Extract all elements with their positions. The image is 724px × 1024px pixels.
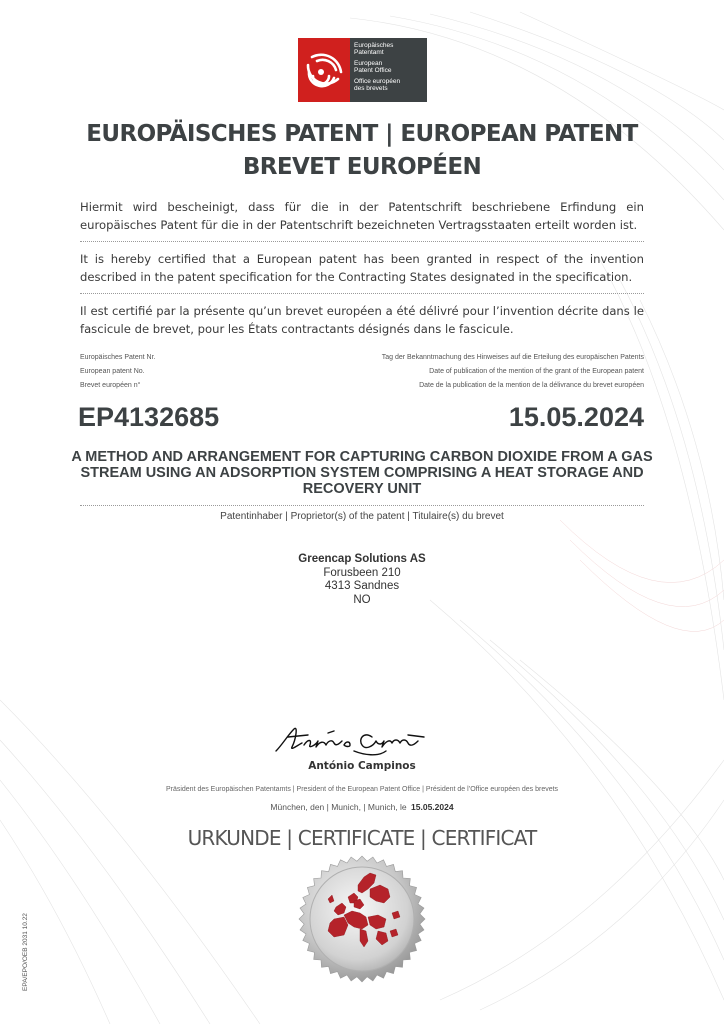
patent-number-label-de: Europäisches Patent Nr. <box>80 354 156 361</box>
place-and-date <box>0 802 724 812</box>
divider <box>80 505 644 506</box>
divider <box>80 293 644 294</box>
proprietor-city: 4313 Sandnes <box>324 580 400 592</box>
epo-wave-logo-icon <box>298 38 350 102</box>
epo-logo <box>298 38 427 102</box>
date-label-fr: Date de la publication de la mention de la délivrance du brevet européen <box>419 382 644 389</box>
document-title-line-1: EUROPÄISCHES PATENT | EUROPEAN PATENT <box>86 121 638 147</box>
patent-number: EP4132685 <box>78 402 220 432</box>
date-label-de: Tag der Bekanntmachung des Hinweises auf die Erteilung des europäischen Patents <box>381 354 644 361</box>
proprietor-name: Greencap Solutions AS <box>298 553 426 565</box>
patent-number-label-fr: Brevet européen n° <box>80 382 141 389</box>
publication-date: 15.05.2024 <box>508 402 644 432</box>
certificate-heading: URKUNDE | CERTIFICATE | CERTIFICAT <box>187 826 537 850</box>
patent-number-label-en: European patent No. <box>80 368 145 375</box>
proprietor-address <box>0 553 724 607</box>
logo-line: Europäisches <box>354 42 394 49</box>
place-label: München, den | Munich, | Munich, le <box>270 802 407 812</box>
proprietor-country: NO <box>353 593 371 606</box>
certification-text-fr: Il est certifié par la présente qu’un brevet européen a été délivré pour l’invention décrite dans le fascicule de brevet, pour les États contractants désignés dans le fascicule. <box>80 304 644 336</box>
issue-date: 15.05.2024 <box>411 802 454 812</box>
date-label-en: Date of publication of the mention of the grant of the European patent <box>429 368 644 375</box>
divider <box>80 241 644 242</box>
logo-line: Patent Office <box>354 67 392 75</box>
proprietor-street: Forusbeen 210 <box>323 566 401 579</box>
epo-logo-text <box>350 38 427 102</box>
publication-date-labels <box>382 351 644 393</box>
logo-line: Patentamt <box>354 49 384 57</box>
proprietor-label: Patentinhaber | Proprietor(s) of the patent | Titulaire(s) du brevet <box>220 511 504 522</box>
president-signature <box>268 715 458 759</box>
document-title-line-2: BREVET EUROPÉEN <box>242 154 482 180</box>
certification-text-de: Hiermit wird bescheinigt, dass für die in der Patentschrift beschriebene Erfindung ein europäisches Patent für die in der Patentschrift bezeichneten Vertragsstaaten erteilt worden ist. <box>80 200 644 232</box>
logo-line: European <box>354 59 383 67</box>
president-title: Präsident des Europäischen Patentamts | President of the European Patent Office | Président de l’Office européen des brevets <box>165 786 559 793</box>
europe-map-seal-icon <box>298 855 426 983</box>
logo-line: Office européen <box>354 77 401 85</box>
logo-line: des brevets <box>354 85 388 93</box>
president-name: António Campinos <box>308 760 416 772</box>
form-code: EPA/EPO/OEB 2031 10.22 <box>22 913 29 991</box>
certification-text-en: It is hereby certified that a European patent has been granted in respect of the invention described in the patent specification for the Contracting States designated in the specification. <box>80 252 644 284</box>
patent-number-labels <box>80 351 156 393</box>
invention-title: A METHOD AND ARRANGEMENT FOR CAPTURING CARBON DIOXIDE FROM A GAS STREAM USING AN ADSORPTION SYSTEM COMPRISING A HEAT STORAGE AND RECOVERY UNIT <box>71 449 653 497</box>
